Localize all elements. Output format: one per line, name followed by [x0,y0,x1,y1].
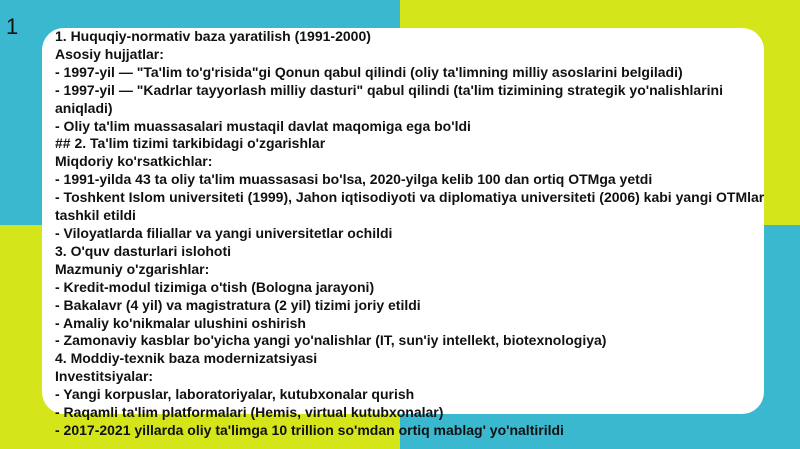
list-item: - Oliy ta'lim muassasalari mustaqil davlat maqomiga ega bo'ldi [55,117,471,134]
subheading-quantitative-indicators: Miqdoriy ko'rsatkichlar: [55,153,213,170]
list-item: - Raqamli ta'lim platformalari (Hemis, virtual kutubxonalar) [55,404,444,421]
list-item: - Viloyatlarda filiallar va yangi universitetlar ochildi [55,224,393,241]
list-item: - Kredit-modul tizimiga o'tish (Bologna jarayoni) [55,278,375,295]
list-item: - Zamonaviy kasblar bo'yicha yangi yo'nalishlar (IT, sun'iy intellekt, biotexnologiya) [55,332,607,349]
subheading-content-changes: Mazmuniy o'zgarishlar: [55,260,210,277]
slide-content [55,28,775,440]
subheading-main-documents: Asosiy hujjatlar: [55,45,164,62]
list-item: - 2017-2021 yillarda oliy ta'limga 10 trillion so'mdan ortiq mablag' yo'naltirildi [55,421,564,438]
section-heading-legal-base: 1. Huquqiy-normativ baza yaratilish (1991-2000) [55,28,371,44]
list-item: - Toshkent Islom universiteti (1999), Jahon iqtisodiyoti va diplomatiya universiteti (2006) kabi yangi OTMlar tashkil etildi [55,189,765,224]
section-heading-curriculum-reform: 3. O'quv dasturlari islohoti [55,242,232,259]
section-heading-material-base: 4. Moddiy-texnik baza modernizatsiyasi [55,350,318,367]
list-item: - Bakalavr (4 yil) va magistratura (2 yil) tizimi joriy etildi [55,296,421,313]
list-item: - 1991-yilda 43 ta oliy ta'lim muassasasi bo'lsa, 2020-yilga kelib 100 dan ortiq OTMga yetdi [55,171,653,188]
list-item: - Yangi korpuslar, laboratoriyalar, kutubxonalar qurish [55,386,415,403]
list-item: - 1997-yil — "Ta'lim to'g'risida"gi Qonun qabul qilindi (oliy ta'limning milliy asoslarini belgiladi) [55,63,683,80]
list-item: - Amaliy ko'nikmalar ulushini oshirish [55,314,306,331]
subheading-investments: Investitsiyalar: [55,368,154,385]
list-item: - 1997-yil — "Kadrlar tayyorlash milliy dasturi" qabul qilindi (ta'lim tizimining strategik yo'nalishlarini aniqladi) [55,81,723,116]
slide-number: 1 [6,14,19,39]
section-heading-system-changes: ## 2. Ta'lim tizimi tarkibidagi o'zgarishlar [55,135,326,152]
